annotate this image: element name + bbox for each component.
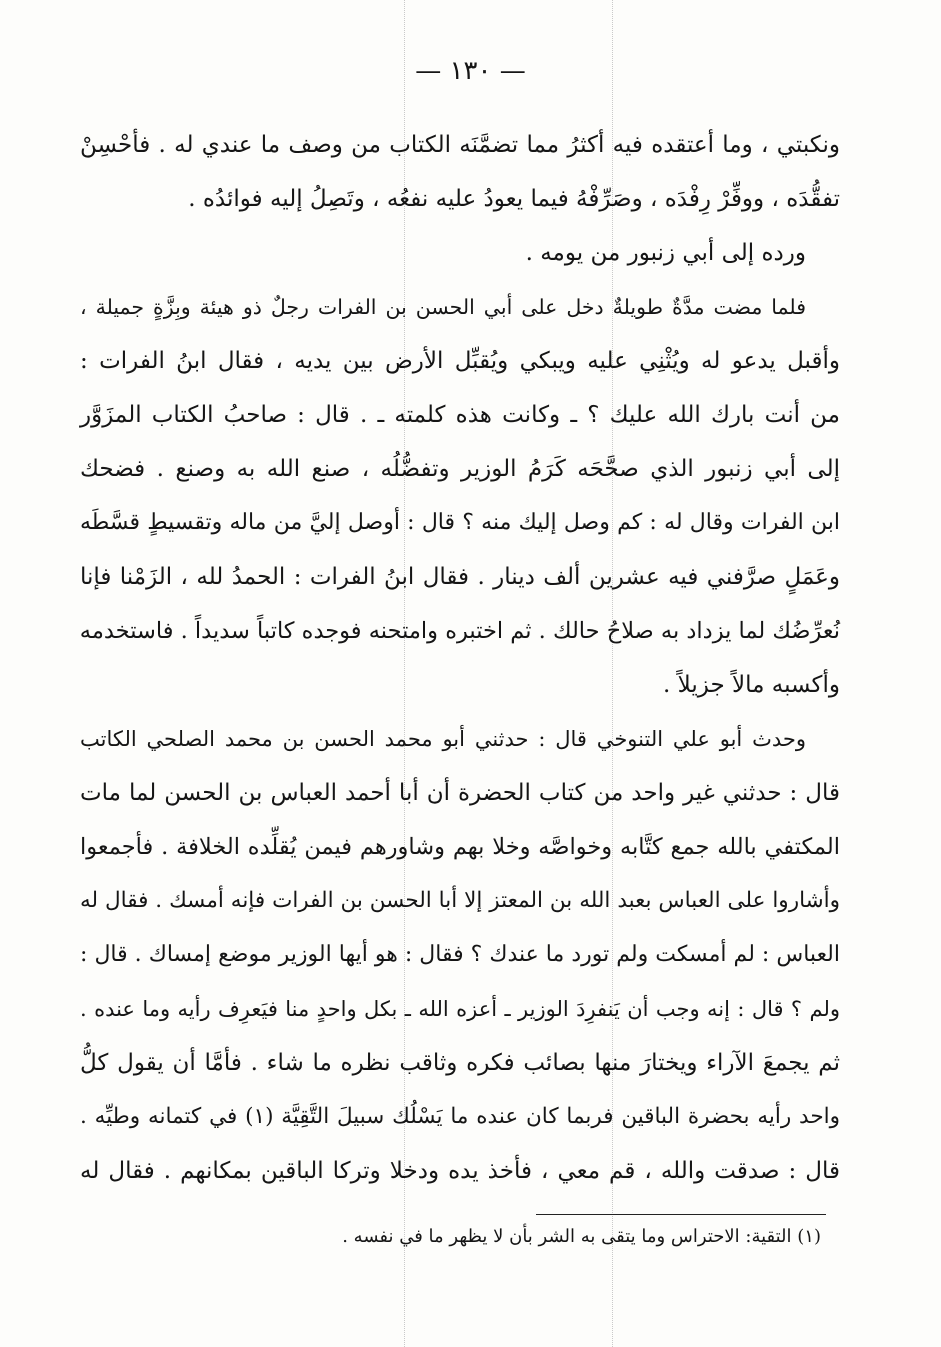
page-number: — ١٣٠ — — [415, 56, 526, 86]
text-line: تفقُّدَه ، ووفِّرْ رِفْدَه ، وصَرِّفْهُ فيما يعودُ عليه نفعُه ، وتَصِلُ إليه فوائدُه . — [188, 186, 840, 212]
footnote: (١) التقية: الاحتراس وما يتقى به الشر بأن لا يظهر ما في نفسه . — [342, 1226, 821, 1247]
text-line: وأشاروا على العباس بعبد الله بن المعتز إلا أبا الحسن بن الفرات فإنه أمسك . فقال له — [80, 888, 840, 913]
text-line: ولم ؟ قال : إنه وجب أن يَنفرِدَ الوزير ـ أعزه الله ـ بكل واحدٍ منا فيَعرِف رأيه وما عنده . — [80, 997, 840, 1021]
text-line: وحدث أبو علي التنوخي قال : حدثني أبو محمد الحسن بن محمد الصلحي الكاتب — [80, 727, 806, 751]
text-line: واحد رأيه بحضرة الباقين فربما كان عنده ما يَسْلُك سبيلَ التَّقِيَّة (١) في كتمانه وطيِّه . — [80, 1104, 840, 1129]
body-text — [80, 118, 840, 1198]
text-line: ورده إلى أبي زنبور من يومه . — [525, 240, 806, 266]
text-line: وأقبل يدعو له ويُثْنِي عليه ويبكي ويُقبِّل الأرض بين يديه ، فقال ابنُ الفرات : — [80, 348, 840, 374]
text-line: وأكسبه مالاً جزيلاً . — [663, 672, 840, 698]
text-line: قال : صدقت والله ، قم معي ، فأخذ يده ودخلا وتركا الباقين بمكانهم . فقال له — [80, 1158, 840, 1184]
text-line: المكتفي بالله جمع كتَّابه وخواصَّه وخلا بهم وشاورهم فيمن يُقلِّده الخلافة . فأجمعوا — [80, 834, 840, 860]
text-line: من أنت بارك الله عليك ؟ ـ وكانت هذه كلمته ـ . قال : صاحبُ الكتاب المزَوَّر — [80, 402, 840, 428]
text-line: العباس : لم أمسكت ولم تورد ما عندك ؟ فقال : هو أيها الوزير موضع إمساك . قال : — [80, 942, 840, 967]
footnote-separator — [536, 1214, 826, 1215]
text-line: قال : حدثني غير واحد من كتاب الحضرة أن أبا أحمد العباس بن الحسن لما مات — [80, 780, 840, 806]
text-line: فلما مضت مدَّةٌ طويلةٌ دخل على أبي الحسن بن الفرات رجلٌ ذو هيئة وبِزَّةٍ جميلة ، — [80, 295, 806, 319]
text-line: ابن الفرات وقال له : كم وصل إليك منه ؟ قال : أوصل إليَّ من ماله وتقسيطٍ قسَّطَه — [80, 510, 840, 535]
text-line: نُعرِّضُك لما يزداد به صلاحُ حالك . ثم اختبره وامتحنه فوجده كاتباً سديداً . فاستخدمه — [79, 618, 840, 644]
text-line: إلى أبي زنبور الذي صحَّحَه كَرَمُ الوزير وتفضُّلُه ، صنع الله به وصنع . فضحك — [80, 456, 840, 482]
text-line: وعَمَلٍ صرَّفني فيه عشرين ألف دينار . فقال ابنُ الفرات : الحمدُ لله ، الزَمْنا فإنا — [80, 564, 840, 590]
text-line: ونكبتي ، وما أعتقده فيه أكثرُ مما تضمَّنَه الكتاب من وصف ما عندي له . فأحْسِنْ — [80, 132, 840, 158]
text-line: ثم يجمعَ الآراء ويختارَ منها بصائب فكره وثاقب نظره ما شاء . فأمَّا أن يقول كلُّ — [80, 1050, 840, 1076]
